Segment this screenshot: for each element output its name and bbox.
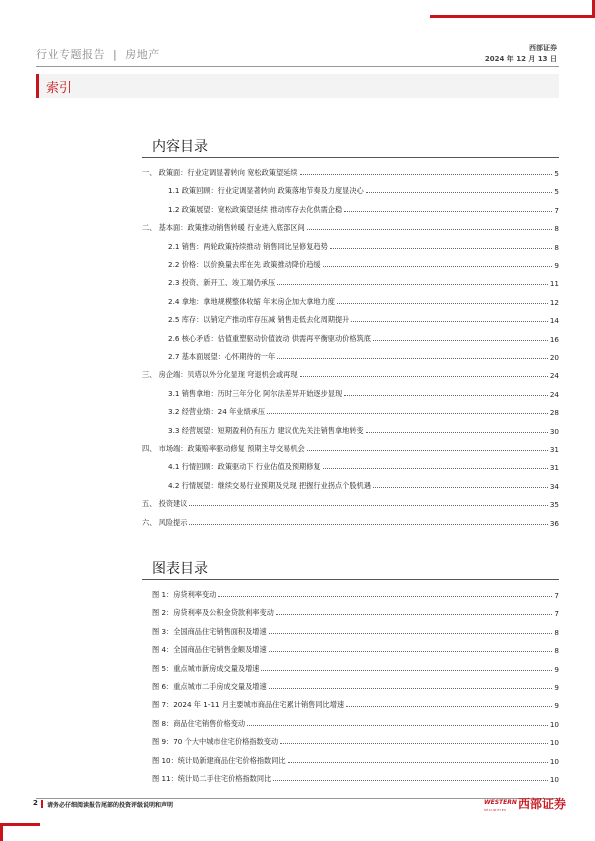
toc-entry-page: 36 xyxy=(549,518,559,528)
toc-entry-page: 35 xyxy=(549,500,559,510)
header-report-type xyxy=(36,46,160,62)
toc-entry-label: 4.2 行情展望：继续交易行业预期及兑现 把握行业拐点个股机遇 xyxy=(168,480,371,490)
figure-leader-dots xyxy=(276,613,553,615)
toc-entry[interactable] xyxy=(142,274,559,288)
toc-leader-dots xyxy=(267,412,548,414)
toc-entry-label: 3.2 经营业绩：24 年业绩承压 xyxy=(168,407,266,417)
figure-entry-page: 10 xyxy=(549,775,559,784)
toc-entry-page: 34 xyxy=(549,481,559,491)
figure-entry[interactable] xyxy=(152,715,559,729)
toc-entry[interactable] xyxy=(142,330,559,344)
toc-entry[interactable] xyxy=(142,366,559,380)
figure-leader-dots xyxy=(273,779,548,781)
logo-subtitle: SECURITIES xyxy=(484,808,507,812)
toc-leader-dots xyxy=(323,265,553,267)
figure-entry[interactable] xyxy=(152,660,559,674)
figure-entry-label: 图 7：2024 年 1-11 月主要城市商品住宅累计销售同比增速 xyxy=(152,700,345,710)
figure-entry-page: 9 xyxy=(554,701,559,711)
toc-entry[interactable] xyxy=(142,477,559,491)
figure-entry-page: 10 xyxy=(549,719,559,729)
toc-entry-label: 1.2 政策展望：宽松政策望延续 推动库存去化供需企稳 xyxy=(168,204,343,214)
figure-entry[interactable] xyxy=(152,641,559,655)
toc-entry-label: 2.6 核心矛盾：估值重塑驱动价值波动 供需再平衡驱动价格筑底 xyxy=(168,333,371,343)
toc-leader-dots xyxy=(373,339,548,341)
toc-leader-dots xyxy=(337,302,548,304)
toc-entry-label: 2.3 投资、新开工、竣工端仍承压 xyxy=(168,278,276,288)
toc-entry[interactable] xyxy=(142,440,559,454)
figure-entry-page: 7 xyxy=(554,591,559,600)
toc-entry-label: 2.2 价格：以价换量去库在先 政策推动降价趋缓 xyxy=(168,260,321,269)
figure-entry[interactable] xyxy=(152,696,559,710)
figure-leader-dots xyxy=(346,705,552,707)
figure-leader-dots xyxy=(269,687,553,689)
figure-leader-dots xyxy=(261,669,552,671)
figure-entry-label: 图 10：统计局新建商品住宅价格指数同比 xyxy=(152,755,286,765)
toc-entry-page: 24 xyxy=(549,389,559,399)
report-type: 行业专题报告 xyxy=(36,48,105,61)
toc-entry[interactable] xyxy=(142,348,559,362)
figure-entry-label: 图 2：房贷利率及公积金贷款利率变动 xyxy=(152,608,274,618)
toc-entry-label: 一、 政策面：行业定调显著转向 宽松政策望延续 xyxy=(142,168,298,177)
toc-entry-page: 9 xyxy=(554,261,559,270)
figure-entry-page: 9 xyxy=(554,683,559,692)
figures-title: 图表目录 xyxy=(152,561,208,577)
figure-entry-label: 图 11：统计局二手住宅价格指数同比 xyxy=(152,774,272,783)
toc-entry-label: 四、 市场端：政策赔率驱动修复 预期主导交易机会 xyxy=(142,444,305,453)
toc-entry-label: 3.1 销售拿地：历时三年分化 阿尔法差异开始逐步显现 xyxy=(168,388,343,398)
toc-leader-dots xyxy=(189,523,547,525)
toc-leader-dots xyxy=(351,320,548,322)
toc-entry-page: 28 xyxy=(549,408,559,418)
figure-entry-page: 10 xyxy=(549,756,559,766)
toc-entry[interactable] xyxy=(142,164,559,178)
toc-entry-page: 8 xyxy=(554,242,559,252)
figure-entry-label: 图 8：商品住宅销售价格变动 xyxy=(152,718,246,728)
toc-title-rule xyxy=(142,157,559,158)
toc-leader-dots xyxy=(366,191,553,193)
industry-name: 房地产 xyxy=(125,48,160,61)
toc-leader-dots xyxy=(373,486,548,488)
figure-entry[interactable] xyxy=(152,770,559,784)
toc-entry-page: 11 xyxy=(549,279,559,289)
toc-entry[interactable] xyxy=(142,219,559,233)
toc-entry-page: 8 xyxy=(554,224,559,234)
toc-entry[interactable] xyxy=(142,256,559,270)
toc-entry[interactable] xyxy=(142,311,559,325)
toc-entry[interactable] xyxy=(142,182,559,196)
figure-entry[interactable] xyxy=(152,678,559,692)
header-separator: | xyxy=(113,48,118,61)
toc-entry-label: 2.5 库存：以销定产推动库存压减 销售走低去化周期提升 xyxy=(168,315,350,325)
figure-entry-label: 图 1：房贷利率变动 xyxy=(152,590,217,599)
toc-entry-page: 31 xyxy=(549,445,559,454)
figure-leader-dots xyxy=(269,632,553,634)
toc-leader-dots xyxy=(277,283,548,285)
figure-leader-dots xyxy=(247,724,548,726)
bottom-left-corner-accent xyxy=(0,823,40,841)
toc-entry-page: 20 xyxy=(549,353,559,362)
figure-leader-dots xyxy=(288,761,548,763)
toc-entry-page: 30 xyxy=(549,426,559,436)
toc-leader-dots xyxy=(344,210,552,212)
toc-entry[interactable] xyxy=(142,514,559,528)
toc-entry[interactable] xyxy=(142,293,559,307)
toc-leader-dots xyxy=(277,357,548,359)
toc-entry-page: 12 xyxy=(549,297,559,307)
figure-entry[interactable] xyxy=(152,623,559,637)
toc-entry-page: 5 xyxy=(554,187,559,197)
toc-entry-page: 16 xyxy=(549,334,559,344)
toc-entry-page: 24 xyxy=(549,371,559,381)
figure-entry[interactable] xyxy=(152,752,559,766)
toc-entry-label: 4.1 行情回顾：政策驱动下 行业估值及预期修复 xyxy=(168,462,321,472)
figure-entry-page: 9 xyxy=(554,664,559,674)
figure-entry[interactable] xyxy=(152,586,559,600)
toc-leader-dots xyxy=(307,449,548,451)
figure-entry-page: 8 xyxy=(554,646,559,656)
toc-entry-label: 1.1 政策回顾：行业定调显著转向 政策落地节奏及力度显决心 xyxy=(168,186,364,196)
footer-accent-bar xyxy=(41,800,43,808)
toc-entry-label: 三、 房企端：贝塔以外分化显现 穹退机会或再现 xyxy=(142,370,298,380)
figure-entry[interactable] xyxy=(152,733,559,747)
figure-entry-page: 7 xyxy=(554,609,559,619)
figure-entry-label: 图 9：70 个大中城市住宅价格指数变动 xyxy=(152,737,279,747)
toc-leader-dots xyxy=(307,228,553,230)
toc-leader-dots xyxy=(344,394,548,396)
toc-leader-dots xyxy=(300,173,553,175)
figure-entry-page: 8 xyxy=(554,627,559,637)
figure-leader-dots xyxy=(269,650,553,652)
figure-entry-label: 图 6：重点城市二手房成交量及增速 xyxy=(152,682,267,691)
toc-leader-dots xyxy=(323,467,548,469)
toc-entry[interactable] xyxy=(142,458,559,472)
toc-leader-dots xyxy=(366,431,548,433)
header-divider xyxy=(36,66,559,67)
figure-entry-label: 图 3：全国商品住宅销售面积及增速 xyxy=(152,626,267,636)
footer-divider xyxy=(36,798,559,799)
toc-entry-page: 31 xyxy=(549,463,559,473)
logo-english: WESTERN xyxy=(484,799,517,806)
toc-entry-page: 7 xyxy=(554,205,559,215)
header-date: 2024 年 12 月 13 日 xyxy=(484,55,557,63)
figure-leader-dots xyxy=(218,595,552,597)
toc-entry[interactable] xyxy=(142,403,559,417)
toc-entry-label: 二、 基本面：政策推动销售转暖 行业进入底部区间 xyxy=(142,223,305,233)
section-banner xyxy=(36,74,559,98)
footer-disclaimer: 请务必仔细阅读报告尾部的投资评级说明和声明 xyxy=(47,802,174,809)
toc-leader-dots xyxy=(300,375,548,377)
toc-entry-label: 六、 风险提示 xyxy=(142,517,188,527)
toc-entry-page: 14 xyxy=(549,316,559,326)
figure-entry[interactable] xyxy=(152,604,559,618)
header-company: 西部证券 xyxy=(529,44,557,52)
toc-entry[interactable] xyxy=(142,385,559,399)
toc-entry-page: 5 xyxy=(554,169,559,178)
toc-entry-label: 2.1 销售：两轮政策持续推动 销售同比呈修复趋势 xyxy=(168,241,328,251)
figure-entry-page: 10 xyxy=(549,738,559,748)
figure-entry-label: 图 4：全国商品住宅销售金额及增速 xyxy=(152,645,267,655)
toc-entry[interactable] xyxy=(142,495,559,509)
toc-leader-dots xyxy=(330,247,553,249)
toc-title: 内容目录 xyxy=(152,139,208,155)
toc-entry-label: 2.4 拿地：拿地规模整体收缩 年末房企加大拿地力度 xyxy=(168,296,335,306)
toc-entry[interactable] xyxy=(142,238,559,252)
toc-entry-label: 3.3 经营展望：短期盈利仍有压力 建议优先关注销售拿地转变 xyxy=(168,425,364,435)
toc-entry-label: 五、 投资建议 xyxy=(142,499,188,509)
toc-leader-dots xyxy=(189,504,547,506)
section-title: 索引 xyxy=(46,81,73,96)
toc-entry[interactable] xyxy=(142,201,559,215)
figures-title-rule xyxy=(142,579,559,580)
top-right-corner-accent xyxy=(430,0,595,18)
toc-entry[interactable] xyxy=(142,422,559,436)
logo-chinese: 西部证券 xyxy=(518,797,567,811)
toc-entry-label: 2.7 基本面展望：心怀期待的一年 xyxy=(168,352,276,361)
page-number: 2 xyxy=(33,799,38,807)
figure-leader-dots xyxy=(280,742,548,744)
figure-entry-label: 图 5：重点城市新房成交量及增速 xyxy=(152,663,260,673)
